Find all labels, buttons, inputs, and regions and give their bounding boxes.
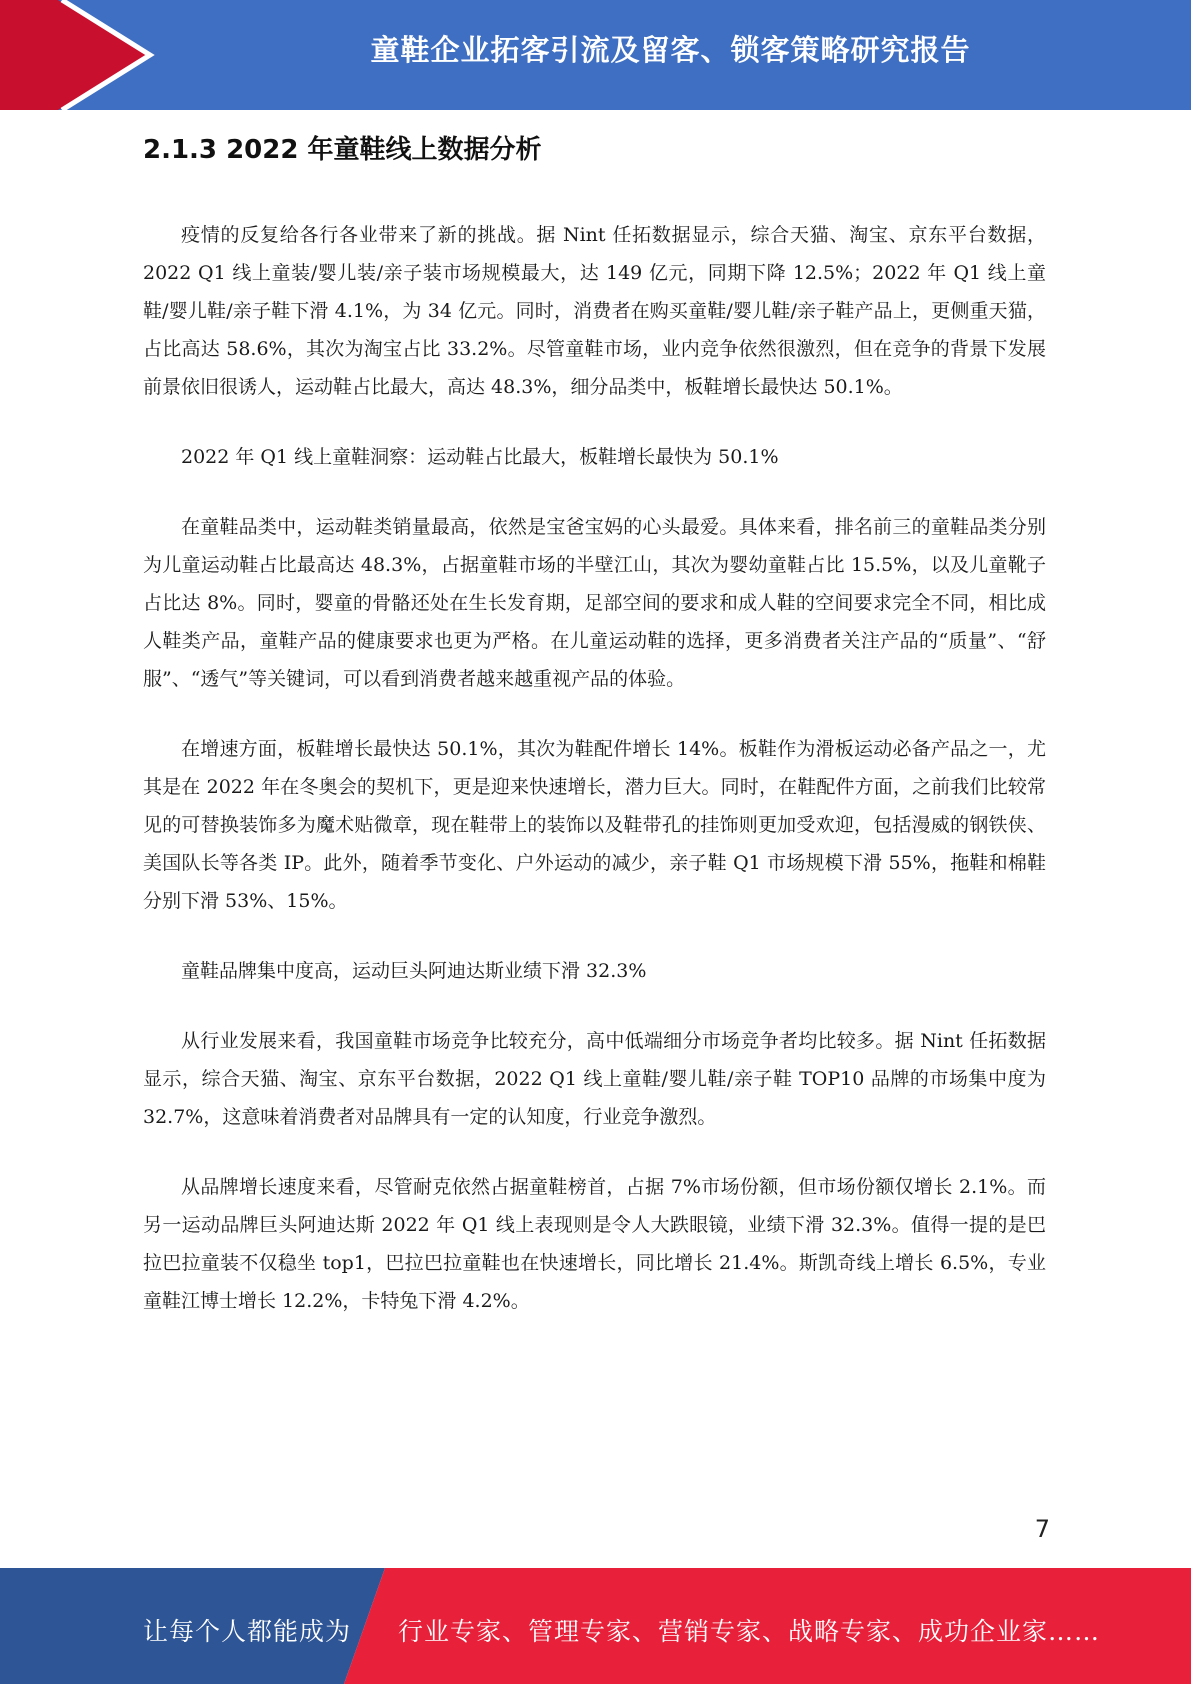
page-number: 7 — [1034, 1515, 1050, 1543]
page-content — [143, 130, 1046, 1352]
paragraph-industry: 从行业发展来看，我国童鞋市场竞争比较充分，高中低端细分市场竞争者均比较多。据 Nint 任拓数据显示，综合天猫、淘宝、京东平台数据，2022 Q1 线上童鞋/婴儿鞋/亲子鞋 TOP10 品牌的市场集中度为 32.7%，这意味着消费者对品牌具有一定的认知度，行业竞争激烈。 — [143, 1030, 1046, 1128]
paragraph-brand-growth: 从品牌增长速度来看，尽管耐克依然占据童鞋榜首，占据 7%市场份额，但市场份额仅增长 2.1%。而另一运动品牌巨头阿迪达斯 2022 年 Q1 线上表现则是令人大跌眼镜，业绩下滑 32.3%。值得一提的是巴拉巴拉童装不仅稳坐 top1，巴拉巴拉童鞋也在快速增长，同比增长 21.4%。斯凯奇线上增长 6.5%，专业童鞋江博士增长 12.2%，卡特兔下滑 4.2%。 — [143, 1176, 1046, 1312]
paragraph-growth: 在增速方面，板鞋增长最快达 50.1%，其次为鞋配件增长 14%。板鞋作为滑板运动必备产品之一，尤其是在 2022 年在冬奥会的契机下，更是迎来快速增长，潜力巨大。同时，在鞋配件方面，之前我们比较常见的可替换装饰多为魔术贴微章，现在鞋带上的装饰以及鞋带孔的挂饰则更加受欢迎，包括漫威的钢铁侠、美国队长等各类 IP。此外，随着季节变化、户外运动的减少，亲子鞋 Q1 市场规模下滑 55%，拖鞋和棉鞋分别下滑 53%、15%。 — [143, 738, 1046, 912]
footer-slogan-left: 让每个人都能成为 — [143, 1617, 352, 1646]
subheading-brand: 童鞋品牌集中度高，运动巨头阿迪达斯业绩下滑 32.3% — [181, 960, 647, 982]
footer-slogan-right: 行业专家、管理专家、营销专家、战略专家、成功企业家…… — [398, 1617, 1101, 1646]
paragraph-intro: 疫情的反复给各行各业带来了新的挑战。据 Nint 任拓数据显示，综合天猫、淘宝、京东平台数据，2022 Q1 线上童装/婴儿装/亲子装市场规模最大，达 149 亿元，同期下降 12.5%；2022 年 Q1 线上童鞋/婴儿鞋/亲子鞋下滑 4.1%，为 34 亿元。同时，消费者在购买童鞋/婴儿鞋/亲子鞋产品上，更侧重天猫，占比高达 58.6%，其次为淘宝占比 33.2%。尽管童鞋市场，业内竞争依然很激烈，但在竞争的背景下发展前景依旧很诱人，运动鞋占比最大，高达 48.3%，细分品类中，板鞋增长最快达 50.1%。 — [143, 224, 1046, 398]
subheading-insight: 2022 年 Q1 线上童鞋洞察：运动鞋占比最大，板鞋增长最快为 50.1% — [181, 446, 779, 468]
page-header — [0, 0, 1191, 110]
page-footer — [0, 1568, 1191, 1684]
paragraph-category: 在童鞋品类中，运动鞋类销量最高，依然是宝爸宝妈的心头最爱。具体来看，排名前三的童鞋品类分别为儿童运动鞋占比最高达 48.3%，占据童鞋市场的半壁江山，其次为婴幼童鞋占比 15.5%，以及儿童靴子占比达 8%。同时，婴童的骨骼还处在生长发育期，足部空间的要求和成人鞋的空间要求完全不同，相比成人鞋类产品，童鞋产品的健康要求也更为严格。在儿童运动鞋的选择，更多消费者关注产品的“质量”、“舒服”、“透气”等关键词，可以看到消费者越来越重视产品的体验。 — [143, 516, 1046, 690]
report-title: 童鞋企业拓客引流及留客、锁客策略研究报告 — [370, 33, 971, 67]
section-heading: 2.1.3 2022 年童鞋线上数据分析 — [143, 135, 542, 165]
